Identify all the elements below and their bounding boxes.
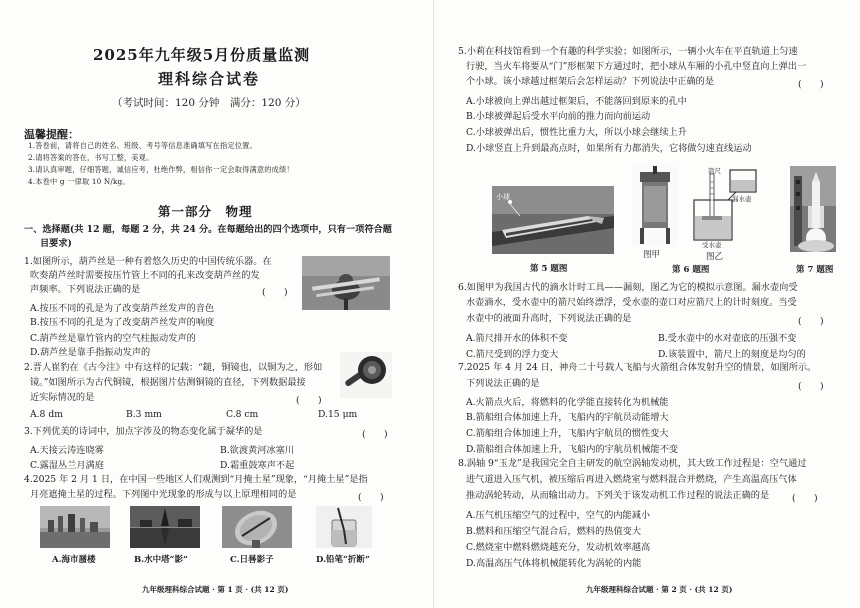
q2-option-a[interactable]: A.8 dm bbox=[30, 409, 63, 420]
q2-option-d[interactable]: D.15 μm bbox=[318, 409, 358, 420]
part-title: 第一部分 物理 bbox=[158, 204, 253, 219]
q1-option-d[interactable]: D.葫芦丝是靠手指振动发声的 bbox=[30, 347, 151, 358]
q4-image-b-tower-reflection[interactable] bbox=[130, 506, 200, 548]
q2-option-b[interactable]: B.3 mm bbox=[126, 409, 162, 420]
q2-stem-line-2: 镜。”如图所示为古代铜镜，根据图片估测铜镜的直径，下列数据最接 bbox=[30, 377, 306, 388]
section-heading-line-2: 目要求) bbox=[40, 238, 72, 249]
q1-option-a[interactable]: A.按压不同的孔是为了改变葫芦丝发声的音色 bbox=[30, 303, 215, 314]
q2-option-c[interactable]: C.8 cm bbox=[226, 409, 259, 420]
q7-option-a[interactable]: A.火箭点火后，将燃料的化学能直接转化为机械能 bbox=[466, 397, 669, 408]
fig6-caption: 第 6 题图 bbox=[672, 265, 710, 275]
section-heading-line-1: 一、选择题(共 12 题，每题 2 分，共 24 分。在每题给出的四个选项中，只有一项符合题 bbox=[24, 224, 392, 235]
fig7-rocket-photo bbox=[790, 166, 836, 252]
q8-stem-line-3: 推动涡轮转动，从而输出动力。下列关于该发动机工作过程的说法正确的是 bbox=[466, 490, 770, 501]
q7-answer-bracket[interactable]: ( ) bbox=[798, 381, 824, 392]
q1-stem-line-2: 吹奏葫芦丝时需要按压竹管上不同的孔来改变葫芦丝的发 bbox=[30, 270, 260, 281]
q4-stem-line-1: 4.2025 年 2 月 1 日，在中国一些地区人们观测到“月掩土星”现象，“月掩土星”是指 bbox=[24, 474, 368, 485]
q3-option-c[interactable]: C.露湿丛兰月满庭 bbox=[30, 460, 104, 471]
q7-option-c[interactable]: C.箭船组合体加速上升，飞船内宇航员的惯性变大 bbox=[466, 428, 669, 439]
q8-option-b[interactable]: B.燃料和压缩空气混合后，燃料的热值变大 bbox=[466, 526, 642, 537]
q4-caption-d: D.铅笔“折断” bbox=[316, 555, 370, 565]
q6-stem-line-1: 6.如图甲为我国古代的滴水计时工具——漏刻，图乙为它的模拟示意图。漏水壶向受 bbox=[458, 282, 798, 293]
q4-caption-a: A.海市蜃楼 bbox=[52, 555, 96, 565]
q3-answer-bracket[interactable]: ( ) bbox=[362, 429, 388, 440]
q4-caption-c: C.日晷影子 bbox=[230, 555, 274, 565]
q1-answer-bracket[interactable]: ( ) bbox=[262, 287, 288, 298]
q5-option-a[interactable]: A.小球被向上弹出越过框架后，不能落回到原来的孔中 bbox=[466, 96, 687, 107]
page-2-footer: 九年级理科综合试题 · 第 2 页 · (共 12 页) bbox=[586, 585, 733, 594]
exam-subtitle: 理科综合试卷 bbox=[158, 70, 261, 88]
q7-option-b[interactable]: B.箭船组合体加速上升，飞船内的宇航员动能增大 bbox=[466, 412, 669, 423]
fig5-ball-label: 小球 bbox=[496, 193, 510, 201]
q3-option-b[interactable]: B.欲渡黄河冰塞川 bbox=[220, 445, 294, 456]
exam-info: （考试时间：120 分钟 满分：120 分） bbox=[112, 97, 306, 109]
q6-answer-bracket[interactable]: ( ) bbox=[798, 316, 824, 327]
q4-stem-line-2: 月亮遮掩土星的过程。下列图中光现象的形成与以上原理相同的是 bbox=[30, 489, 297, 500]
fig6-photo-jia bbox=[632, 166, 678, 246]
q7-option-d[interactable]: D.箭船组合体加速上升，飞船内的宇航员机械能不变 bbox=[466, 444, 679, 455]
page-divider bbox=[433, 0, 434, 608]
q2-stem-line-3: 近实际情况的是 bbox=[30, 392, 95, 403]
fig7-caption: 第 7 题图 bbox=[796, 265, 834, 275]
q1-hulusi-photo bbox=[302, 256, 390, 310]
q8-option-a[interactable]: A.压气机压缩空气的过程中，空气的内能减小 bbox=[466, 510, 651, 521]
fig6-label-yi: 图乙 bbox=[706, 252, 724, 262]
page-2 bbox=[436, 0, 860, 608]
q8-option-c[interactable]: C.燃烧室中燃料燃烧越充分，发动机效率越高 bbox=[466, 542, 651, 553]
q1-stem-line-3: 声频率。下列说法正确的是 bbox=[30, 284, 141, 295]
q4-image-a-mirage[interactable] bbox=[40, 506, 110, 548]
q6-stem-line-3: 水壶中的液面升高时，下列说法正确的是 bbox=[466, 313, 632, 324]
tip-4: 4.本卷中 g 一律取 10 N/kg。 bbox=[28, 177, 130, 186]
q6-option-c[interactable]: C.箭尺受到的浮力变大 bbox=[466, 349, 559, 360]
fig6-label-receiving-pot: 受水壶 bbox=[702, 241, 722, 248]
fig6-label-jia: 图甲 bbox=[643, 250, 661, 260]
q3-option-d[interactable]: D.霜重鼓寒声不起 bbox=[220, 460, 295, 471]
q7-stem-line-2: 下列说法正确的是 bbox=[466, 378, 540, 389]
q5-option-c[interactable]: C.小球被弹出后，惯性比重力大，所以小球会继续上升 bbox=[466, 127, 687, 138]
q1-option-b[interactable]: B.按压不同的孔是为了改变葫芦丝发声的响度 bbox=[30, 317, 215, 328]
fig5-caption: 第 5 题图 bbox=[530, 264, 568, 274]
q1-stem-line-1: 1.如图所示，葫芦丝是一种有着悠久历史的中国传统乐器。在 bbox=[24, 256, 272, 267]
q3-option-a[interactable]: A.天接云涛连晓雾 bbox=[30, 445, 104, 456]
q8-answer-bracket[interactable]: ( ) bbox=[792, 493, 818, 504]
q6-option-a[interactable]: A.箭尺排开水的体积不变 bbox=[466, 333, 568, 344]
q4-caption-b: B.水中塔“影” bbox=[134, 555, 188, 565]
q4-answer-bracket[interactable]: ( ) bbox=[358, 492, 384, 503]
page-1-footer: 九年级理科综合试题 · 第 1 页 · (共 12 页) bbox=[142, 585, 289, 594]
q5-stem-line-1: 5.小莉在科技馆看到一个有趣的科学实验；如图所示，一辆小火车在平直轨道上匀速 bbox=[458, 46, 798, 57]
q7-stem-line-1: 7.2025 年 4 月 24 日，神舟二十号载人飞船与火箭组合体发射升空的情景，如图所示。 bbox=[458, 362, 817, 373]
q2-stem-line-1: 2.晋人崔豹在《古今注》中有这样的记载：“鎚，铜镜也，以铜为之，形如 bbox=[24, 362, 323, 373]
q5-option-d[interactable]: D.小球竖直上升到最高点时，如果所有力都消失，它将做匀速直线运动 bbox=[466, 143, 752, 154]
q6-option-d[interactable]: D.该装置中，箭尺上的刻度是均匀的 bbox=[658, 349, 806, 360]
q6-option-b[interactable]: B.受水壶中的水对壶底的压强不变 bbox=[658, 333, 797, 344]
q4-image-c-sundial[interactable] bbox=[222, 506, 292, 548]
fig6-label-leak-pot: 漏水壶 bbox=[732, 195, 752, 203]
q3-stem: 3.下列优美的诗词中，加点字涉及的物态变化属于凝华的是 bbox=[24, 426, 263, 437]
q5-answer-bracket[interactable]: ( ) bbox=[798, 79, 824, 90]
q6-stem-line-2: 水壶滴水，受水壶中的箭尺始终漂浮，受水壶的壶口对应箭尺上的计时刻度。当受 bbox=[466, 297, 797, 308]
exam-title: 2025年九年级5月份质量监测 bbox=[93, 46, 311, 64]
tip-1: 1.答卷前，请将自己的姓名、班级、考号等信息准确填写在指定位置。 bbox=[28, 141, 257, 150]
tip-2: 2.请将答案的答在，书写工整，美观。 bbox=[28, 153, 154, 162]
q5-stem-line-3: 个小球。该小球越过框架后会怎样运动？下列说法中正确的是 bbox=[466, 76, 715, 87]
q1-option-c[interactable]: C.葫芦丝是靠竹管内的空气柱振动发声的 bbox=[30, 333, 196, 344]
q2-mirror-photo bbox=[340, 352, 392, 398]
q5-option-b[interactable]: B.小球被弹起后受水平向前的推力而向前运动 bbox=[466, 111, 651, 122]
fig5-train-photo bbox=[492, 186, 614, 254]
fig6-diagram-yi bbox=[688, 166, 762, 248]
q4-image-d-pencil[interactable] bbox=[316, 506, 372, 548]
q8-option-d[interactable]: D.高温高压气体将机械能转化为涡轮的内能 bbox=[466, 558, 642, 569]
tip-3: 3.请认真审题，仔细答题，诚信应考，杜绝作弊，相信你一定会取得满意的成绩！ bbox=[28, 165, 294, 174]
q5-stem-line-2: 行驶，当火车将要从“门”形框架下方通过时，把小球从车厢的小孔中竖直向上弹出一 bbox=[466, 61, 807, 72]
q8-stem-line-2: 进气道进入压气机，被压缩后再进入燃烧室与燃料混合并燃烧，产生高温高压气体 bbox=[466, 474, 797, 485]
q8-stem-line-1: 8.涡轴 9“玉龙”是我国完全自主研发的航空涡轴发动机，其大致工作过程是：空气通过 bbox=[458, 458, 807, 469]
fig6-label-arrow-ruler: 箭尺 bbox=[708, 167, 721, 175]
q2-answer-bracket[interactable]: ( ) bbox=[296, 395, 322, 406]
tips-title: 温馨提醒： bbox=[24, 128, 79, 141]
